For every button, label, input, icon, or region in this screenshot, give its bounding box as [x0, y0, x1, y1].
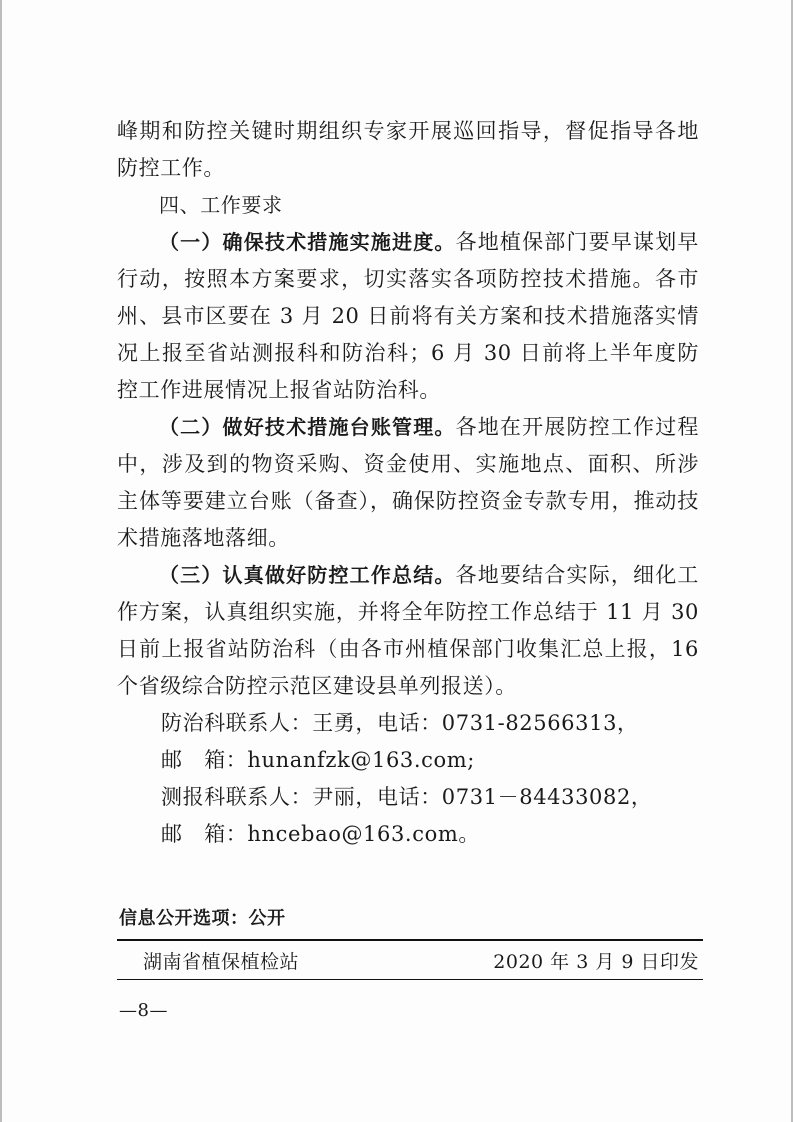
section-heading-work-requirements: 四、工作要求	[159, 193, 283, 217]
contact-mail-line-1	[117, 742, 699, 779]
contact-line-1	[117, 705, 699, 742]
contact-2-info: 测报科联系人：尹丽，电话：0731－84433082，	[161, 785, 653, 809]
contact-2-mail-label: 邮 箱：	[161, 822, 248, 846]
contact-mail-line-2	[117, 816, 699, 853]
footer-rule-bottom	[117, 979, 703, 980]
contact-1-email: hunanfzk@163.com;	[247, 748, 475, 772]
paragraph-requirement-1	[117, 224, 699, 409]
requirement-2-body: 各地在开展防控工作过程中，涉及到的物资采购、资金使用、实施地点、面积、所涉主体等要建立台账（备查），确保防控资金专款专用，推动技术措施落地落细。	[117, 415, 699, 550]
contact-2-email: hncebao@163.com。	[247, 822, 480, 846]
contact-line-2	[117, 779, 699, 816]
requirement-1-body: 各地植保部门要早谋划早行动，按照本方案要求，切实落实各项防控技术措施。各市州、县市区要在 3 月 20 日前将有关方案和技术措施落实情况上报至省站测报科和防治科；6 月 30 日前将上半年度防控工作进展情况上报省站防治科。	[117, 230, 699, 402]
contact-1-mail-label: 邮 箱：	[161, 748, 248, 772]
requirement-1-title: （一）确保技术措施实施进度。	[159, 230, 456, 254]
requirement-2-title: （二）做好技术措施台账管理。	[159, 415, 456, 439]
issuing-organization: 湖南省植保植检站	[143, 950, 300, 973]
document-footer	[117, 905, 703, 980]
paragraph-requirement-3	[117, 557, 699, 705]
issuer-row	[117, 941, 703, 979]
requirement-3-title: （三）认真做好防控工作总结。	[159, 563, 456, 587]
document-body	[117, 113, 699, 853]
contact-1-info: 防治科联系人：王勇，电话：0731-82566313，	[161, 711, 639, 735]
requirement-3-body: 各地要结合实际，细化工作方案，认真组织实施，并将全年防控工作总结于 11 月 30 日前上报省站防治科（由各市州植保部门收集汇总上报，16 个省级综合防控示范区建设县单列报送）。	[117, 563, 699, 698]
issue-date: 2020 年 3 月 9 日印发	[493, 950, 699, 973]
disclosure-option: 信息公开选项：公开	[119, 908, 286, 929]
paragraph-requirement-2	[117, 409, 699, 557]
page-number: —8—	[119, 1000, 168, 1021]
paragraph-continuation: 峰期和防控关键时期组织专家开展巡回指导，督促指导各地防控工作。	[117, 119, 699, 180]
